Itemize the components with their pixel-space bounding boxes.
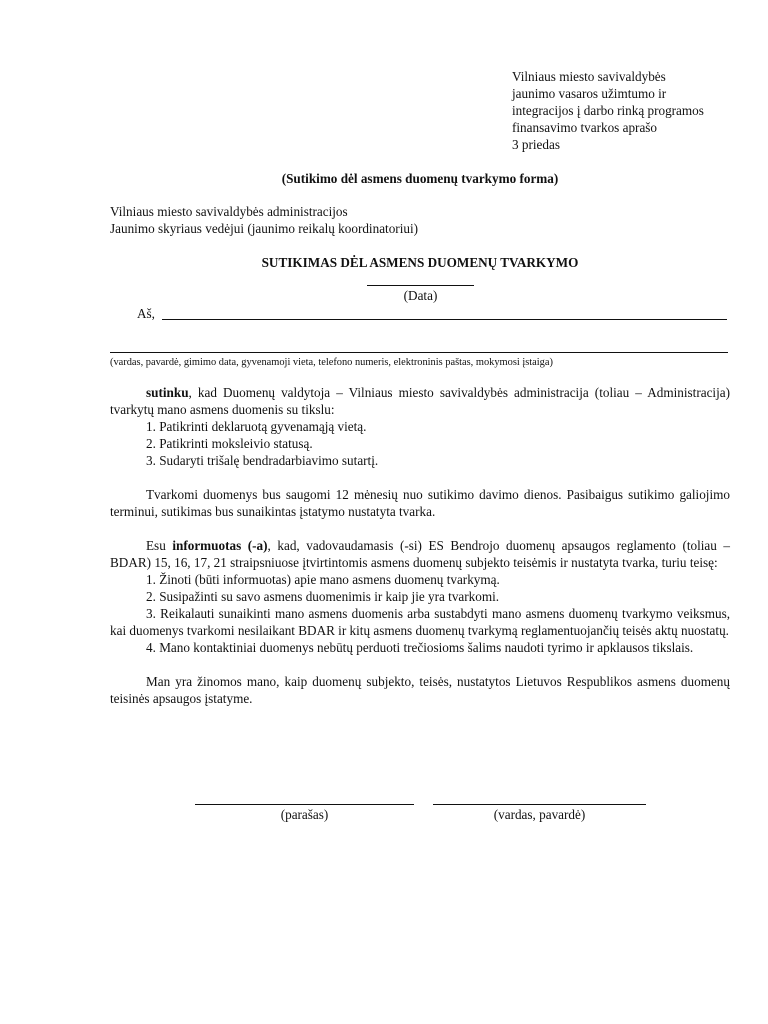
consent-bold: sutinku (146, 385, 189, 400)
rights-text: , kad, vadovaudamasis (-si) ES Bendrojo duomenų apsaugos reglamento (toliau – BDAR) 15, 16, 17, 21 straipsniuose įtvirtintomis asmens duomenų subjekto teisėmis ir nustatyta tvarka, turiu teisę: (110, 538, 731, 570)
list-item: 4. Mano kontaktiniai duomenys nebūtų perduoti trečiosioms šalims naudoti tyrimo ir apklausos tikslais. (146, 640, 694, 655)
list-item: 3. Reikalauti sunaikinti mano asmens duomenis arba sustabdyti mano asmens duomenų tvarkymo veiksmus, kai duomenys tvarkomi nesilaikant BDAR ir kitų asmens duomenų tvarkymą reglamentuojančių teisės aktų nuostatų. (110, 606, 730, 638)
consent-paragraph (110, 384, 730, 418)
rights-prefix: Esu (146, 538, 173, 553)
rights-paragraph (110, 537, 730, 571)
consent-text: , kad Duomenų valdytoja – Vilniaus miesto savivaldybės administracija (toliau – Administracija) tvarkytų mano asmens duomenis su tikslu: (110, 385, 730, 417)
annex-header-line: finansavimo tvarkos aprašo (512, 120, 658, 135)
name-label: (vardas, pavardė) (493, 807, 586, 822)
date-field-line[interactable] (367, 285, 474, 286)
annex-header (512, 68, 752, 153)
list-item: 1. Žinoti (būti informuotas) apie mano asmens duomenų tvarkymą. (146, 572, 500, 587)
retention-paragraph: Tvarkomi duomenys bus saugomi 12 mėnesių nuo sutikimo davimo dienos. Pasibaigus sutikimo galiojimo terminui, sutikimas bus sunaikintas įstatymo nustatyta tvarka. (110, 487, 730, 519)
signature-field-line[interactable] (195, 804, 414, 805)
addressee (110, 203, 418, 237)
addressee-line-1: Vilniaus miesto savivaldybės administracijos (110, 204, 348, 219)
list-item: 3. Sudaryti trišalę bendradarbiavimo sutartį. (146, 453, 379, 468)
as-label: Aš, (137, 306, 155, 321)
document-title: SUTIKIMAS DĖL ASMENS DUOMENŲ TVARKYMO (261, 255, 579, 270)
person-field-caption: (vardas, pavardė, gimimo data, gyvenamoji vieta, telefono numeris, elektroninis paštas, mokymosi įstaiga) (110, 357, 553, 368)
name-field-line[interactable] (433, 804, 646, 805)
person-field-line-2[interactable] (110, 352, 728, 353)
date-label: (Data) (403, 288, 438, 303)
signature-label: (parašas) (280, 807, 329, 822)
closing-paragraph: Man yra žinomos mano, kaip duomenų subjekto, teisės, nustatytos Lietuvos Respublikos asmens duomenų teisinės apsaugos įstatyme. (110, 674, 730, 706)
list-item: 1. Patikrinti deklaruotą gyvenamąją vietą. (146, 419, 367, 434)
form-caption: (Sutikimo dėl asmens duomenų tvarkymo forma) (281, 171, 559, 186)
list-item: 2. Susipažinti su savo asmens duomenimis ir kaip jie yra tvarkomi. (146, 589, 500, 604)
list-item: 2. Patikrinti moksleivio statusą. (146, 436, 313, 451)
annex-header-line: 3 priedas (512, 137, 560, 152)
document-body (110, 384, 730, 707)
rights-bold: informuotas (-a) (172, 538, 268, 553)
annex-header-line: jaunimo vasaros užimtumo ir (512, 86, 667, 101)
annex-header-line: integracijos į darbo rinką programos (512, 103, 704, 118)
annex-header-line: Vilniaus miesto savivaldybės (512, 69, 666, 84)
person-field-line[interactable] (162, 319, 727, 320)
addressee-line-2: Jaunimo skyriaus vedėjui (jaunimo reikalų koordinatoriui) (110, 221, 419, 236)
